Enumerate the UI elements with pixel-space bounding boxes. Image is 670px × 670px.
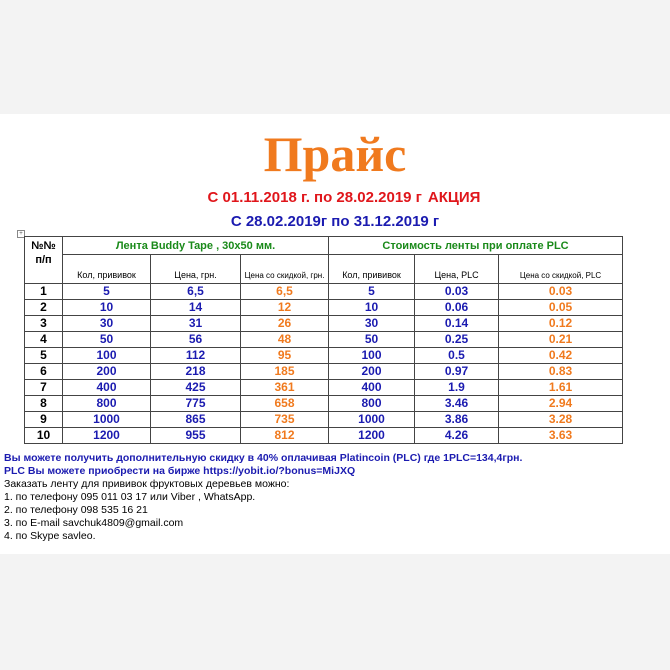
- table-cell: 1200: [63, 428, 151, 444]
- table-cell: 100: [63, 348, 151, 364]
- table-cell: 3.46: [415, 396, 499, 412]
- contact-phone-2: 2. по телефону 098 535 16 21: [4, 504, 148, 516]
- table-cell: 800: [63, 396, 151, 412]
- col-header-price-plc: Цена, PLC: [415, 255, 499, 284]
- table-cell: 10: [63, 300, 151, 316]
- num-header-line2: п/п: [35, 254, 52, 266]
- table-cell: 812: [241, 428, 329, 444]
- promo-dates-line: [0, 188, 670, 208]
- table-cell: 56: [151, 332, 241, 348]
- order-intro: Заказать ленту для прививок фруктовых деревьев можно:: [4, 478, 290, 490]
- col-header-count: Кол, прививок: [63, 255, 151, 284]
- table-cell: 8: [25, 396, 63, 412]
- table-row: [25, 380, 623, 396]
- table-cell: 775: [151, 396, 241, 412]
- exchange-note: [4, 465, 664, 478]
- exchange-link[interactable]: https://yobit.io/?bonus=MiJXQ: [203, 465, 356, 477]
- table-cell: 50: [63, 332, 151, 348]
- promo-dates: С 01.11.2018 г. по 28.02.2019 г: [207, 189, 422, 206]
- table-cell: 0.5: [415, 348, 499, 364]
- table-cell: 50: [329, 332, 415, 348]
- period-line: С 28.02.2019г по 31.12.2019 г: [230, 213, 440, 230]
- table-row: [25, 300, 623, 316]
- table-cell: 0.12: [499, 316, 623, 332]
- table-cell: 95: [241, 348, 329, 364]
- table-cell: 425: [151, 380, 241, 396]
- group-header-plc: Стоимость ленты при оплате PLC: [329, 237, 623, 255]
- table-cell: 100: [329, 348, 415, 364]
- table-cell: 0.03: [499, 284, 623, 300]
- table-cell: 12: [241, 300, 329, 316]
- table-cell: 658: [241, 396, 329, 412]
- table-cell: 10: [329, 300, 415, 316]
- table-cell: 361: [241, 380, 329, 396]
- promo-label: АКЦИЯ: [427, 189, 481, 206]
- table-cell: 31: [151, 316, 241, 332]
- table-move-handle-icon[interactable]: +: [17, 230, 25, 238]
- num-header: [25, 237, 63, 284]
- contact-phone-1: 1. по телефону 095 011 03 17 или Viber , WhatsApp.: [4, 491, 256, 503]
- table-cell: 9: [25, 412, 63, 428]
- table-cell: 0.83: [499, 364, 623, 380]
- col-header-count-plc: Кол, прививок: [329, 255, 415, 284]
- table-cell: 3.63: [499, 428, 623, 444]
- table-cell: 30: [329, 316, 415, 332]
- table-cell: 1.9: [415, 380, 499, 396]
- table-cell: 0.42: [499, 348, 623, 364]
- price-document: [0, 114, 670, 554]
- table-cell: 5: [329, 284, 415, 300]
- table-cell: 200: [329, 364, 415, 380]
- table-cell: 7: [25, 380, 63, 396]
- table-cell: 400: [329, 380, 415, 396]
- table-row: [25, 364, 623, 380]
- discount-note: Вы можете получить дополнительную скидку в 40% оплачивая Platincoin (PLC) где 1PLC=134,4грн.: [4, 452, 523, 464]
- table-cell: 400: [63, 380, 151, 396]
- table-cell: 218: [151, 364, 241, 380]
- table-cell: 6,5: [151, 284, 241, 300]
- table-cell: 185: [241, 364, 329, 380]
- table-row: [25, 348, 623, 364]
- table-cell: 735: [241, 412, 329, 428]
- contact-skype: 4. по Skype savleo.: [4, 530, 96, 542]
- table-cell: 5: [25, 348, 63, 364]
- table-row: [25, 332, 623, 348]
- table-cell: 4.26: [415, 428, 499, 444]
- table-cell: 0.21: [499, 332, 623, 348]
- table-cell: 0.03: [415, 284, 499, 300]
- table-cell: 6: [25, 364, 63, 380]
- table-cell: 3.86: [415, 412, 499, 428]
- table-cell: 10: [25, 428, 63, 444]
- table-cell: 26: [241, 316, 329, 332]
- table-cell: 5: [63, 284, 151, 300]
- table-row: [25, 316, 623, 332]
- table-cell: 2.94: [499, 396, 623, 412]
- page-title: Прайс: [263, 126, 407, 182]
- table-cell: 2: [25, 300, 63, 316]
- table-cell: 6,5: [241, 284, 329, 300]
- notes-block: [4, 452, 664, 543]
- table-cell: 4: [25, 332, 63, 348]
- table-cell: 48: [241, 332, 329, 348]
- table-cell: 0.25: [415, 332, 499, 348]
- table-cell: 0.14: [415, 316, 499, 332]
- table-cell: 30: [63, 316, 151, 332]
- table-cell: 1000: [63, 412, 151, 428]
- table-cell: 1: [25, 284, 63, 300]
- table-cell: 1.61: [499, 380, 623, 396]
- table-cell: 0.05: [499, 300, 623, 316]
- table-cell: 14: [151, 300, 241, 316]
- table-cell: 3: [25, 316, 63, 332]
- table-row: [25, 284, 623, 300]
- group-header-tape: Лента Buddy Tape , 30х50 мм.: [63, 237, 329, 255]
- price-table: [24, 236, 623, 444]
- contact-email: 3. по E-mail savchuk4809@gmail.com: [4, 517, 184, 529]
- table-cell: 0.97: [415, 364, 499, 380]
- table-row: [25, 428, 623, 444]
- table-cell: 865: [151, 412, 241, 428]
- table-cell: 1000: [329, 412, 415, 428]
- num-header-line1: №№: [31, 240, 56, 252]
- col-header-discount-plc: Цена со скидкой, PLC: [499, 255, 623, 284]
- table-cell: 0.06: [415, 300, 499, 316]
- table-cell: 200: [63, 364, 151, 380]
- exchange-note-text: PLC Вы можете приобрести на бирже: [4, 465, 204, 477]
- table-row: [25, 396, 623, 412]
- table-cell: 1200: [329, 428, 415, 444]
- table-cell: 112: [151, 348, 241, 364]
- table-row: [25, 412, 623, 428]
- col-header-price-uah: Цена, грн.: [151, 255, 241, 284]
- table-cell: 800: [329, 396, 415, 412]
- table-cell: 3.28: [499, 412, 623, 428]
- col-header-discount-uah: Цена со скидкой, грн.: [241, 255, 329, 284]
- table-cell: 955: [151, 428, 241, 444]
